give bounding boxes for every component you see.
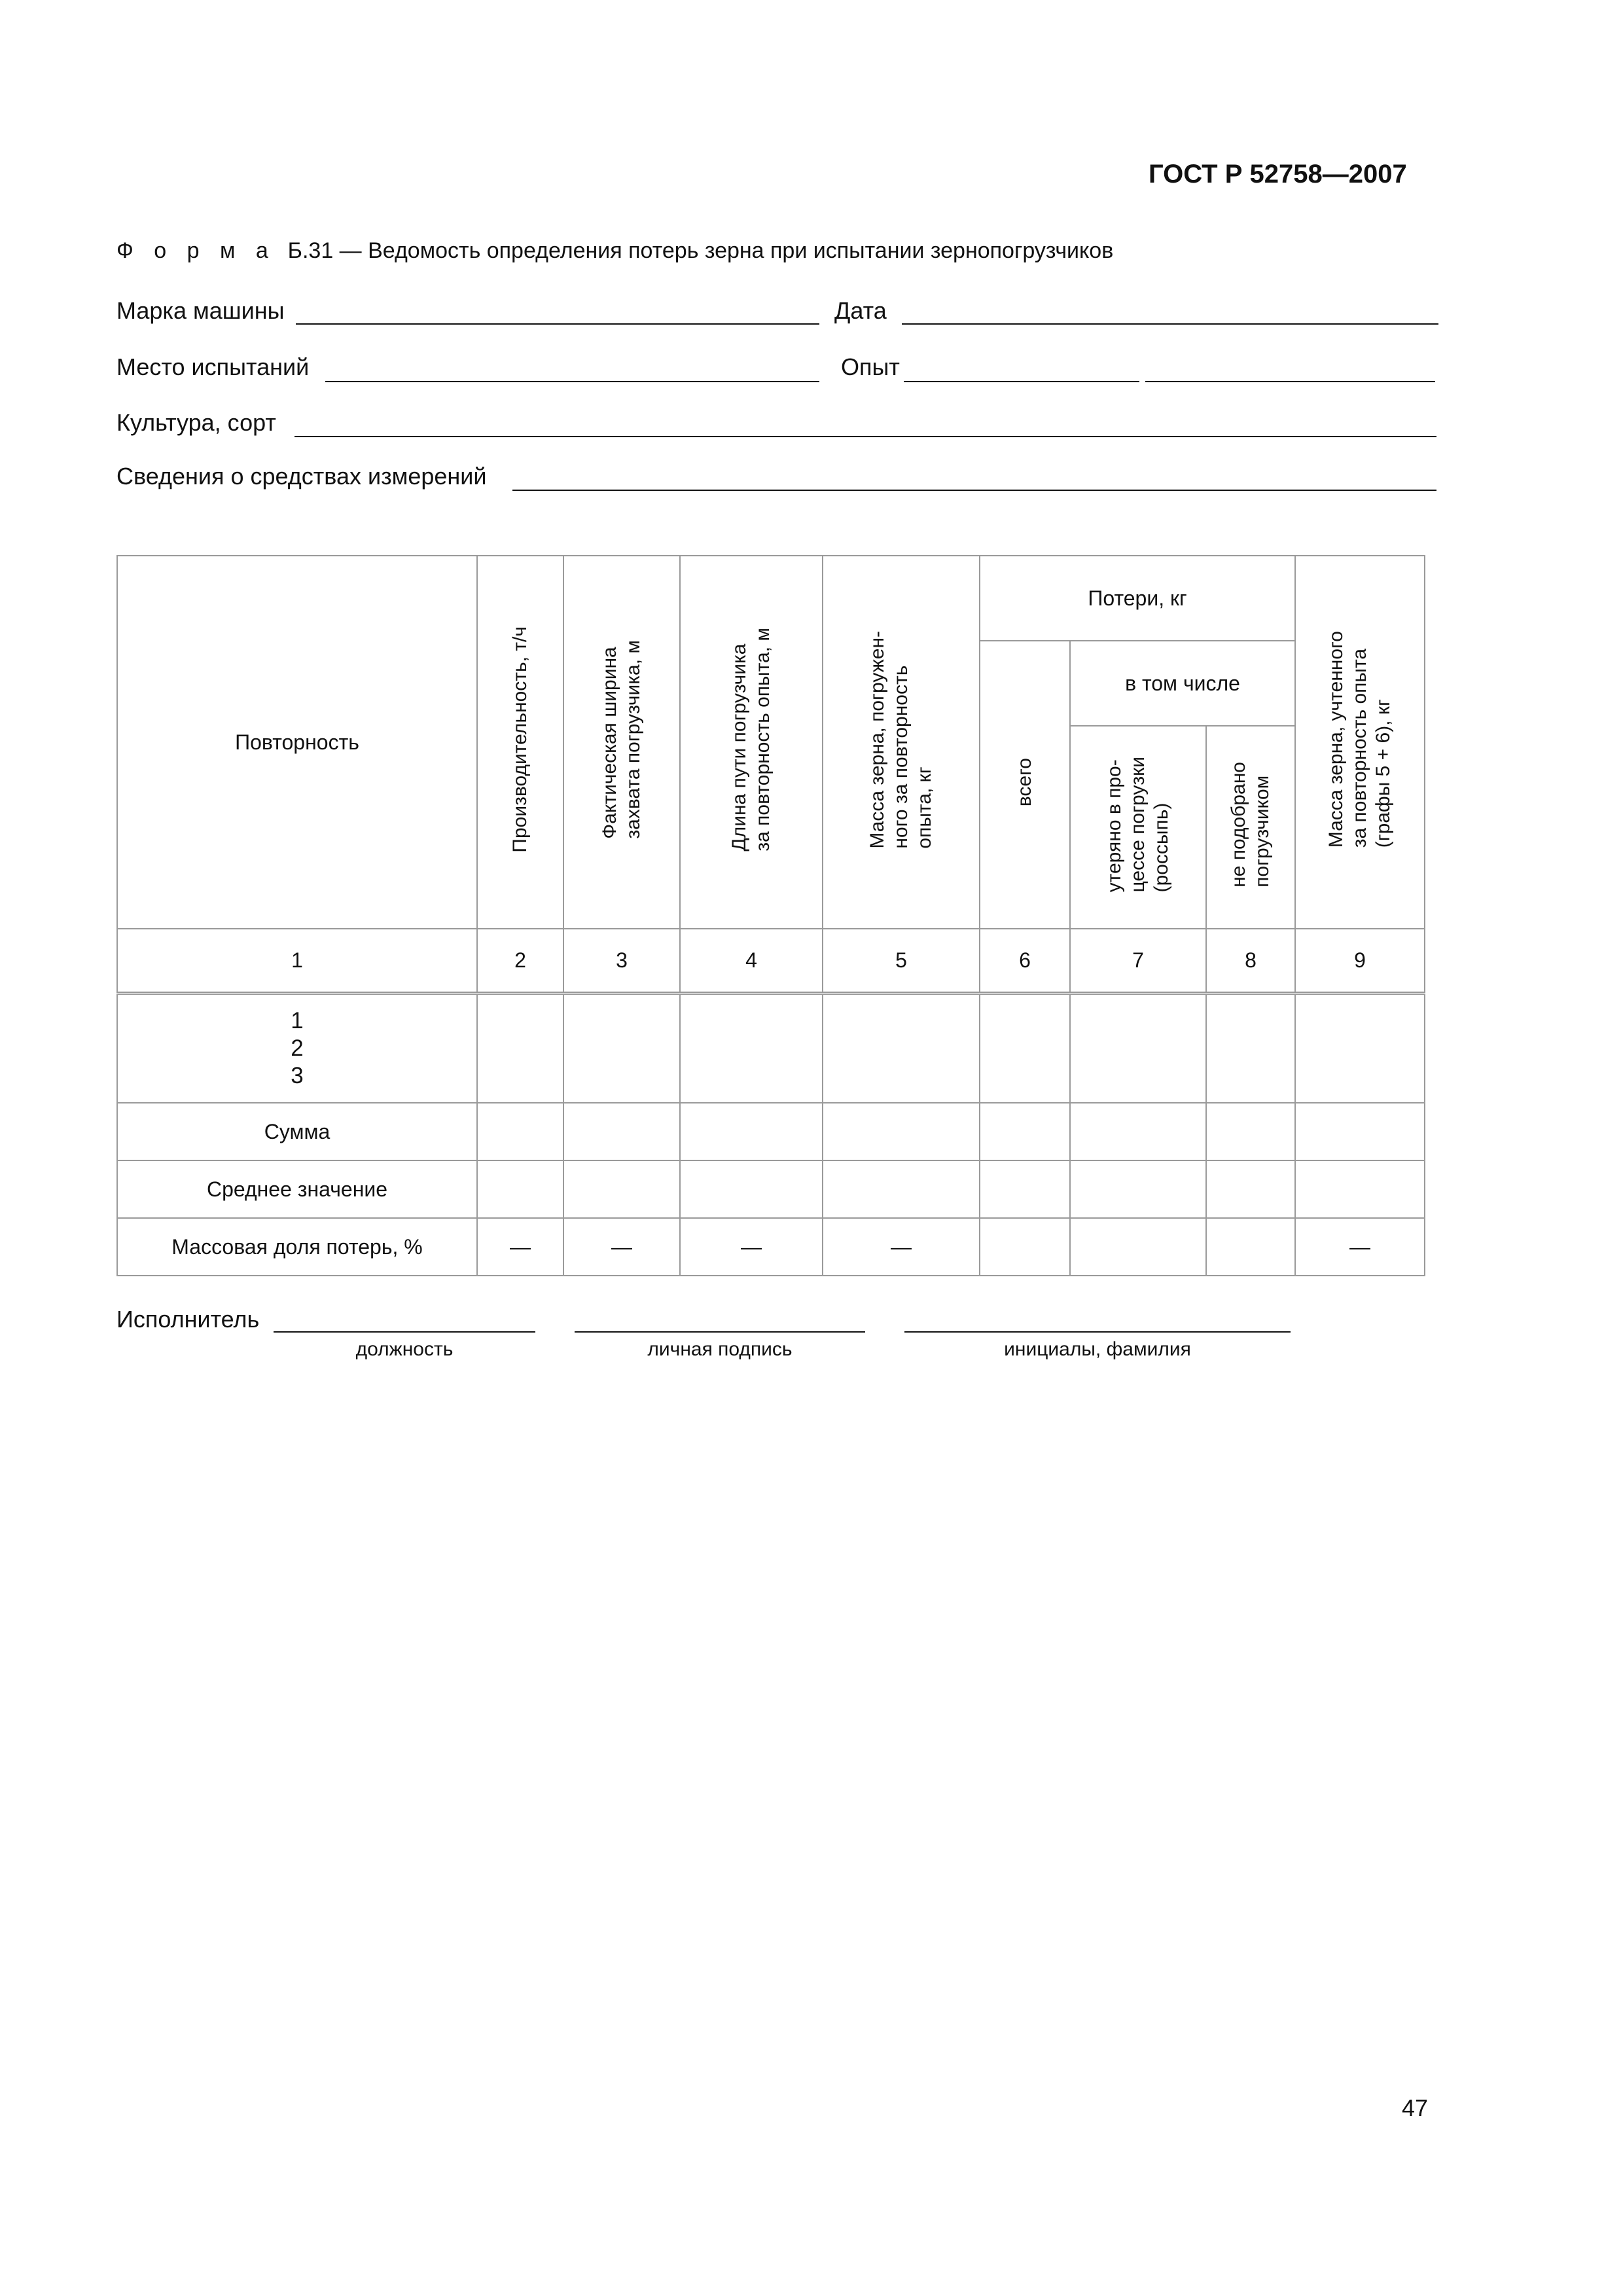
cell[interactable] xyxy=(477,1160,563,1218)
position-line[interactable] xyxy=(274,1331,535,1333)
cell[interactable] xyxy=(563,993,680,1103)
cell[interactable] xyxy=(563,1103,680,1160)
experiment-label: Опыт xyxy=(841,353,900,380)
col-number-7: 7 xyxy=(1070,929,1206,993)
header-productivity: Производительность, т/ч xyxy=(477,556,563,929)
cell[interactable] xyxy=(1295,1103,1425,1160)
cell[interactable] xyxy=(980,993,1070,1103)
header-including: в том числе xyxy=(1070,641,1295,726)
cell[interactable] xyxy=(1295,1160,1425,1218)
col-number-5: 5 xyxy=(823,929,980,993)
name-caption: инициалы, фамилия xyxy=(1004,1338,1191,1360)
row-share: Массовая доля потерь, % xyxy=(117,1218,477,1276)
dash-cell: — xyxy=(680,1218,823,1276)
instruments-label: Сведения о средствах измерений xyxy=(116,463,487,490)
header-width: Фактическая ширина захвата погрузчика, м xyxy=(563,556,680,929)
cell[interactable] xyxy=(477,1103,563,1160)
repetition-1: 1 xyxy=(291,1007,304,1033)
place-input-line[interactable] xyxy=(325,381,819,382)
cell[interactable] xyxy=(680,1103,823,1160)
place-label: Место испытаний xyxy=(116,353,310,380)
signature-line[interactable] xyxy=(575,1331,865,1333)
cell[interactable] xyxy=(980,1218,1070,1276)
cell[interactable] xyxy=(823,1160,980,1218)
dash-cell: — xyxy=(823,1218,980,1276)
cell[interactable] xyxy=(1206,1103,1295,1160)
form-prefix: Ф о р м а xyxy=(116,238,276,263)
signature-caption: личная подпись xyxy=(647,1338,793,1360)
col-number-1: 1 xyxy=(117,929,477,993)
col-number-3: 3 xyxy=(563,929,680,993)
position-caption: должность xyxy=(355,1338,454,1360)
standard-number: ГОСТ Р 52758—2007 xyxy=(1149,160,1407,188)
col-number-6: 6 xyxy=(980,929,1070,993)
cell[interactable] xyxy=(680,1160,823,1218)
repetition-list xyxy=(117,993,477,1103)
header-not-picked: не подобрано погрузчиком xyxy=(1206,726,1295,929)
form-title xyxy=(116,238,1113,264)
cell[interactable] xyxy=(1295,993,1425,1103)
losses-table xyxy=(116,555,1425,1276)
cell[interactable] xyxy=(563,1160,680,1218)
cell[interactable] xyxy=(680,993,823,1103)
machine-input-line[interactable] xyxy=(296,323,819,325)
name-line[interactable] xyxy=(904,1331,1291,1333)
cell[interactable] xyxy=(823,993,980,1103)
cell[interactable] xyxy=(1070,1218,1206,1276)
experiment-input-line-2[interactable] xyxy=(1145,381,1435,382)
row-average: Среднее значение xyxy=(117,1160,477,1218)
cell[interactable] xyxy=(1206,1160,1295,1218)
experiment-input-line[interactable] xyxy=(904,381,1139,382)
header-mass-counted: Масса зерна, учтенного за повторность опыта (графы 5 + 6), кг xyxy=(1295,556,1425,929)
cell[interactable] xyxy=(823,1103,980,1160)
header-lost: утеряно в про- цессе погрузки (россыпь) xyxy=(1070,726,1206,929)
header-mass-loaded: Масса зерна, погружен- ного за повторность опыта, кг xyxy=(823,556,980,929)
col-number-2: 2 xyxy=(477,929,563,993)
dash-cell: — xyxy=(477,1218,563,1276)
dash-cell: — xyxy=(563,1218,680,1276)
cell[interactable] xyxy=(1206,1218,1295,1276)
header-total: всего xyxy=(980,641,1070,929)
dash-cell: — xyxy=(1295,1218,1425,1276)
repetition-2: 2 xyxy=(291,1035,304,1061)
culture-input-line[interactable] xyxy=(294,436,1436,437)
header-losses: Потери, кг xyxy=(980,556,1295,641)
page-number: 47 xyxy=(1402,2094,1429,2121)
col-number-9: 9 xyxy=(1295,929,1425,993)
instruments-input-line[interactable] xyxy=(512,490,1436,491)
cell[interactable] xyxy=(980,1103,1070,1160)
cell[interactable] xyxy=(477,993,563,1103)
col-number-4: 4 xyxy=(680,929,823,993)
col-number-8: 8 xyxy=(1206,929,1295,993)
cell[interactable] xyxy=(1070,993,1206,1103)
executor-label: Исполнитель xyxy=(116,1306,260,1333)
culture-label: Культура, сорт xyxy=(116,409,276,436)
cell[interactable] xyxy=(980,1160,1070,1218)
header-repetition: Повторность xyxy=(117,556,477,929)
machine-label: Марка машины xyxy=(116,297,285,324)
header-path: Длина пути погрузчика за повторность опыта, м xyxy=(680,556,823,929)
form-title-text: Б.31 — Ведомость определения потерь зерна при испытании зернопогрузчиков xyxy=(287,238,1114,263)
row-sum: Сумма xyxy=(117,1103,477,1160)
cell[interactable] xyxy=(1070,1103,1206,1160)
repetition-3: 3 xyxy=(291,1062,304,1088)
cell[interactable] xyxy=(1070,1160,1206,1218)
date-label: Дата xyxy=(834,297,887,324)
date-input-line[interactable] xyxy=(902,323,1438,325)
cell[interactable] xyxy=(1206,993,1295,1103)
